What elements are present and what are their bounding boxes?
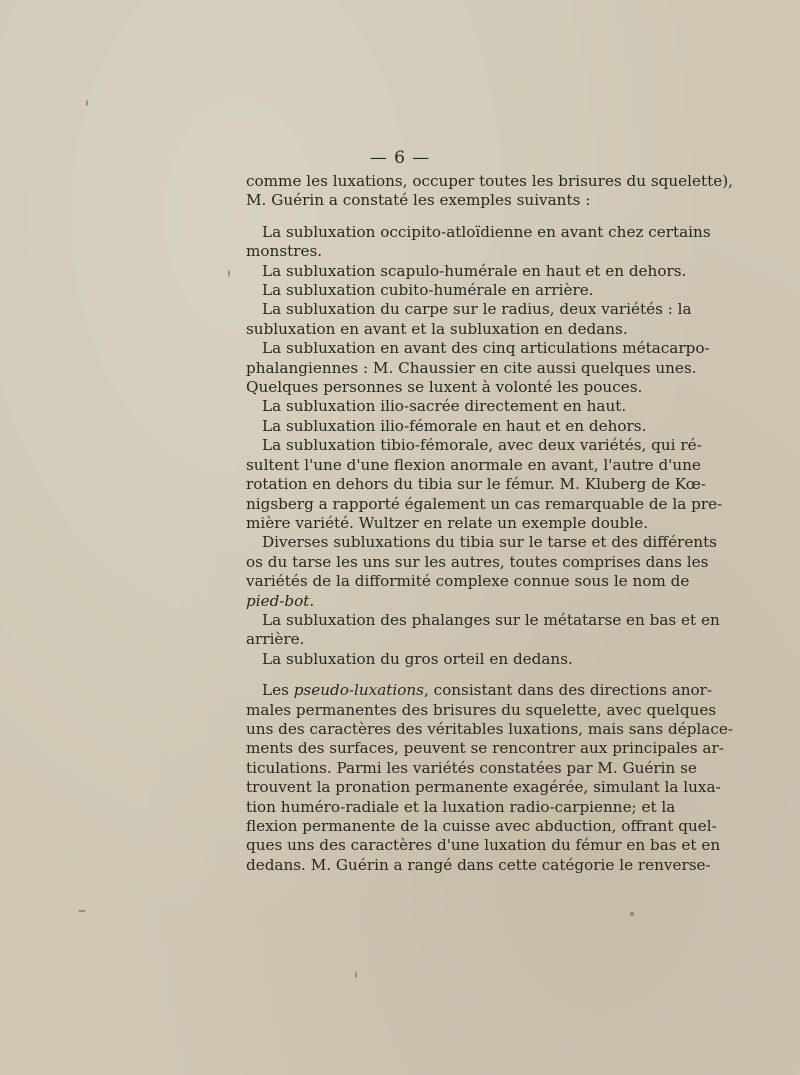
text-line: ques uns des caractères d'une luxation du fémur en bas et en bbox=[246, 836, 721, 855]
text-line: mière variété. Wultzer en relate un exemple double. bbox=[246, 513, 649, 532]
text-line: monstres. bbox=[246, 242, 323, 261]
text-line: variétés de la difformité complexe connue sous le nom de bbox=[246, 572, 690, 591]
text-line: La subluxation des phalanges sur le métatarse en bas et en bbox=[262, 610, 720, 629]
text-line: tion huméro-radiale et la luxation radio-carpienne; et la bbox=[246, 797, 676, 816]
text-line: La subluxation en avant des cinq articulations métacarpo- bbox=[262, 339, 710, 358]
text-line: arrière. bbox=[246, 630, 305, 649]
text-line: trouvent la pronation permanente exagérée, simulant la luxa- bbox=[246, 778, 721, 797]
text-line: pied-bot. bbox=[246, 591, 315, 610]
text-line: os du tarse les uns sur les autres, toutes comprises dans les bbox=[246, 552, 709, 571]
text-line: Les pseudo-luxations, consistant dans des directions anor- bbox=[262, 681, 713, 700]
page-number: — 6 — bbox=[369, 148, 431, 168]
text-line: males permanentes des brisures du squelette, avec quelques bbox=[246, 700, 717, 719]
text-line: La subluxation ilio-fémorale en haut et en dehors. bbox=[262, 416, 647, 435]
text-line: La subluxation du carpe sur le radius, deux variétés : la bbox=[262, 300, 692, 319]
body-text bbox=[246, 172, 733, 875]
text-line: La subluxation ilio-sacrée directement en haut. bbox=[262, 397, 627, 416]
text-line: sultent l'une d'une flexion anormale en avant, l'autre d'une bbox=[246, 455, 701, 474]
paper-speck bbox=[78, 910, 86, 912]
text-line: dedans. M. Guérin a rangé dans cette catégorie le renverse- bbox=[246, 855, 711, 874]
text-line: rotation en dehors du tibia sur le fémur. M. Kluberg de Kœ- bbox=[246, 475, 706, 494]
paper-speck bbox=[228, 270, 230, 277]
text-line: La subluxation cubito-humérale en arrière. bbox=[262, 281, 594, 300]
paper-speck bbox=[630, 912, 634, 916]
text-line: uns des caractères des véritables luxations, mais sans déplace- bbox=[246, 719, 733, 738]
paper-speck bbox=[86, 100, 88, 106]
text-line: subluxation en avant et la subluxation en dedans. bbox=[246, 319, 628, 338]
text-line: ments des surfaces, peuvent se rencontrer aux principales ar- bbox=[246, 739, 724, 758]
text-line: La subluxation occipito-atloïdienne en avant chez certains bbox=[262, 222, 711, 241]
text-line: phalangiennes : M. Chaussier en cite aussi quelques unes. bbox=[246, 358, 697, 377]
text-line: Diverses subluxations du tibia sur le tarse et des différents bbox=[262, 533, 717, 552]
text-line: ticulations. Parmi les variétés constatées par M. Guérin se bbox=[246, 758, 697, 777]
text-line: Quelques personnes se luxent à volonté les pouces. bbox=[246, 378, 643, 397]
text-line: comme les luxations, occuper toutes les brisures du squelette), bbox=[246, 172, 733, 190]
text-line: La subluxation du gros orteil en dedans. bbox=[262, 649, 573, 668]
text-line: nigsberg a rapporté également un cas remarquable de la pre- bbox=[246, 494, 723, 513]
text-line: La subluxation scapulo-humérale en haut et en dehors. bbox=[262, 261, 687, 280]
text-line: La subluxation tibio-fémorale, avec deux variétés, qui ré- bbox=[262, 436, 702, 455]
paper-speck bbox=[355, 972, 357, 978]
text-line: M. Guérin a constaté les exemples suivants : bbox=[246, 191, 591, 210]
text-line: flexion permanente de la cuisse avec abduction, offrant quel- bbox=[246, 817, 717, 835]
